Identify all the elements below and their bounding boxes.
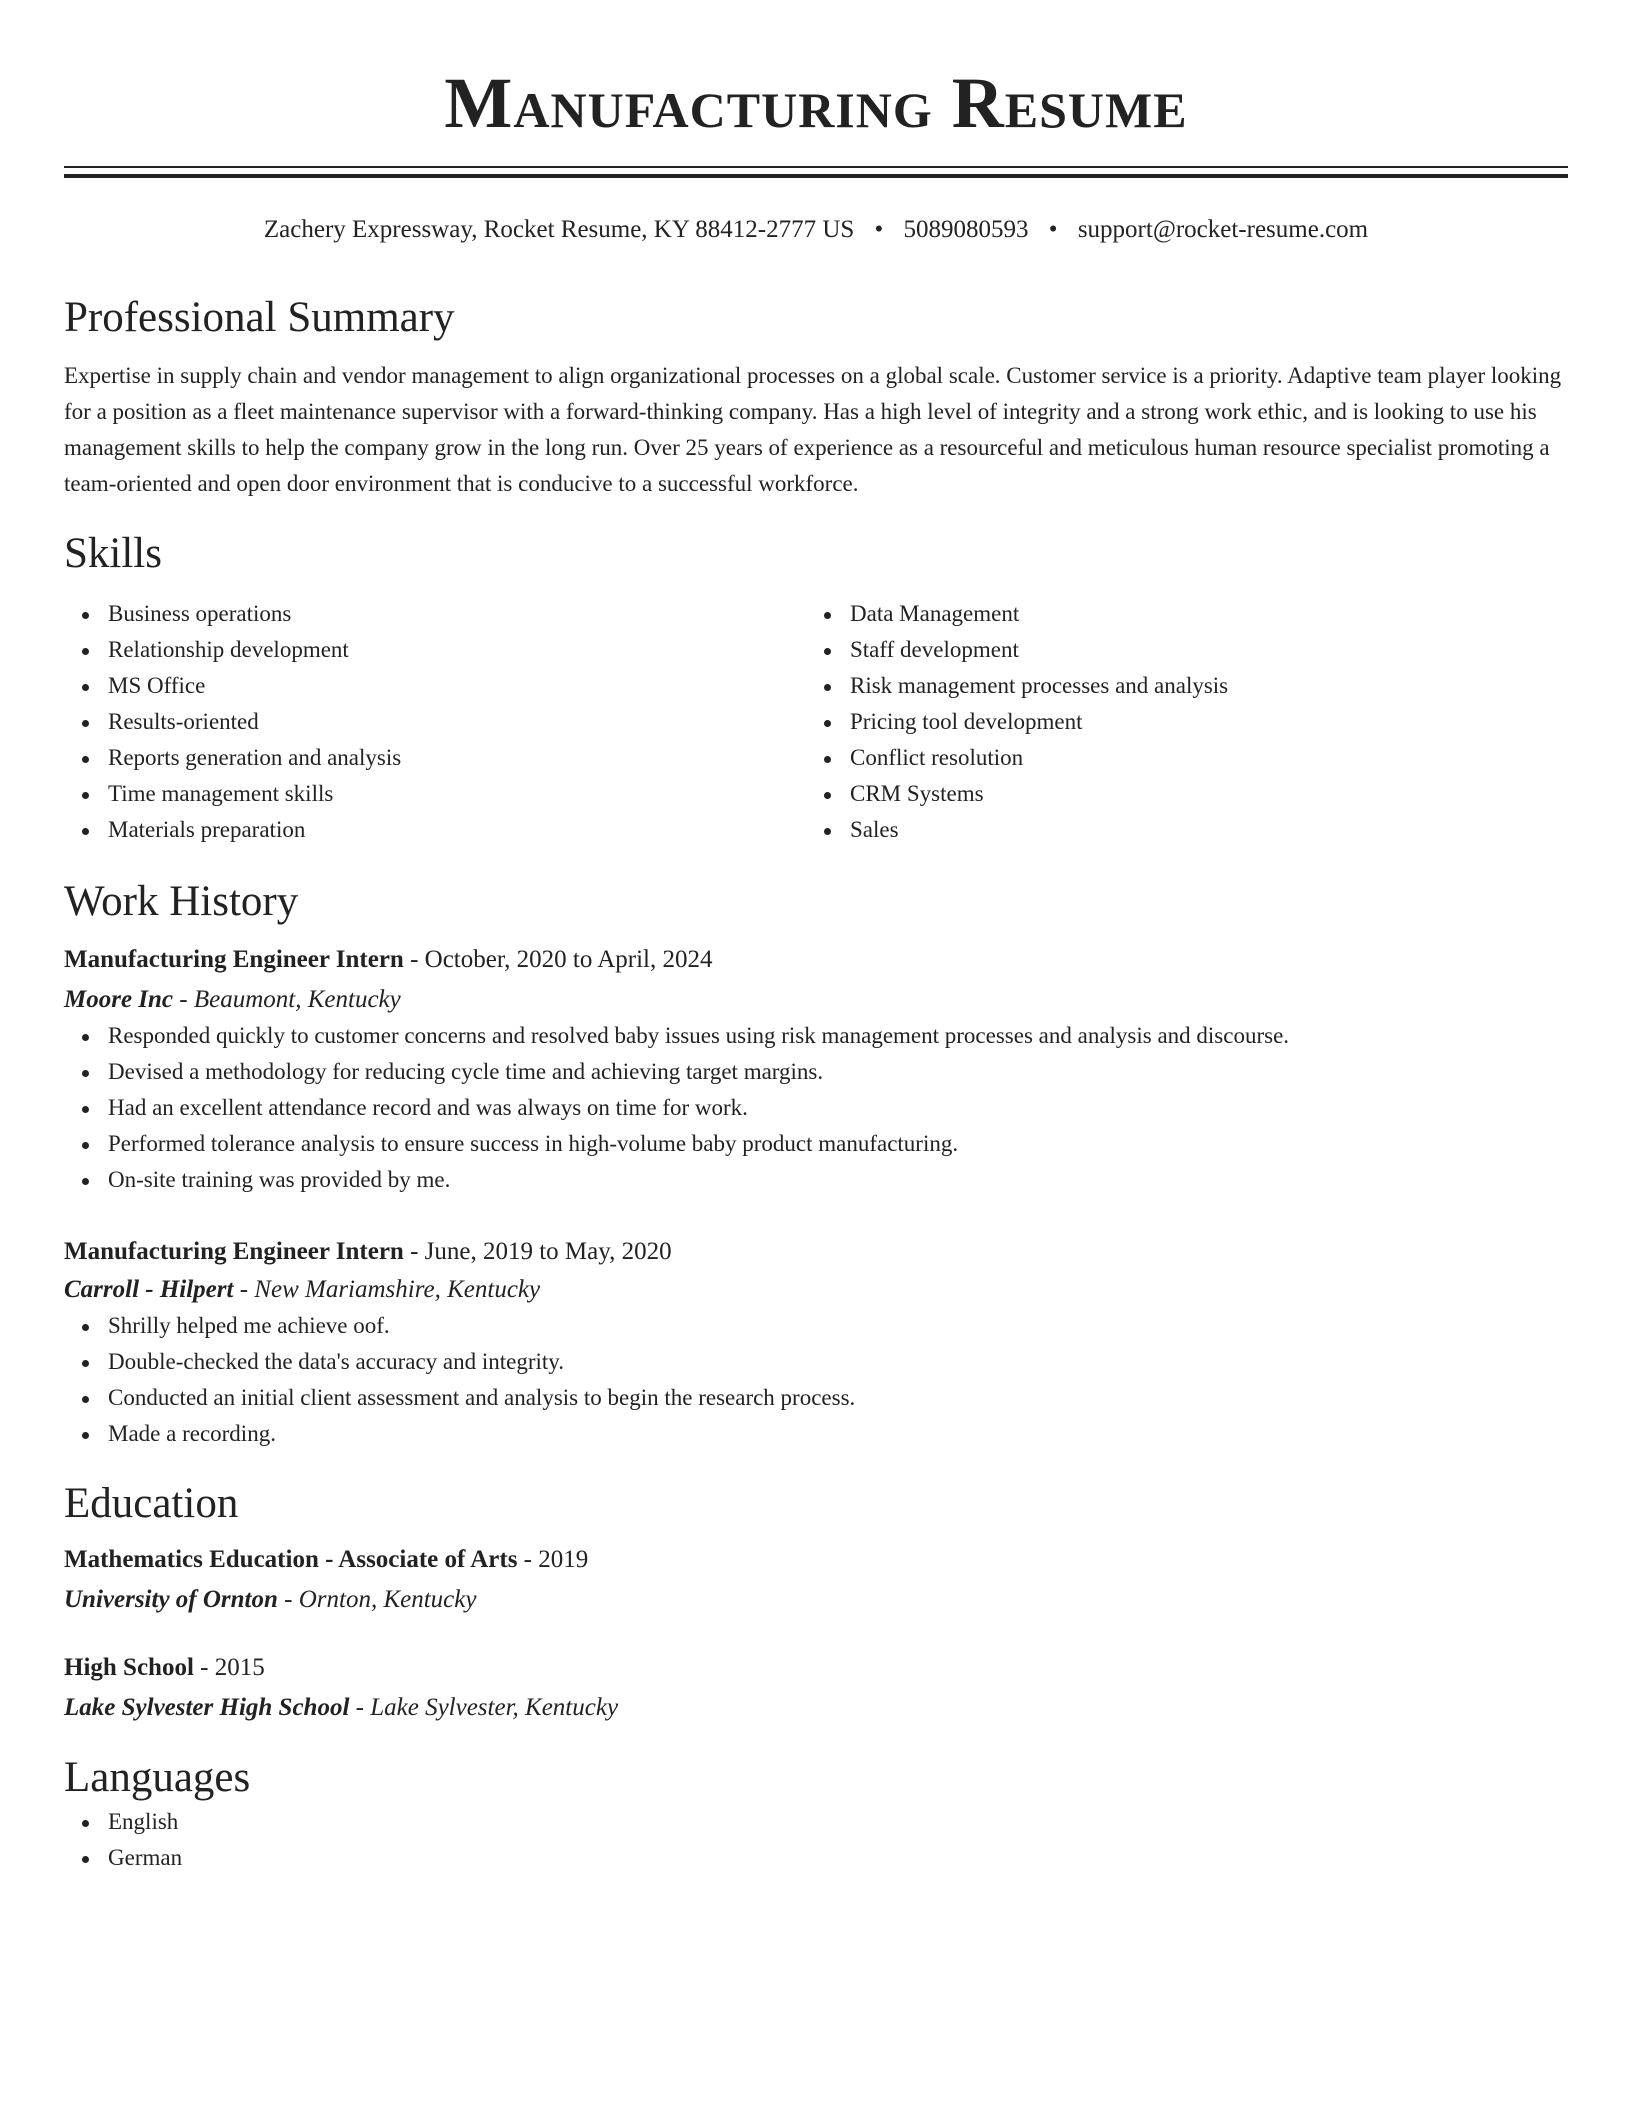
- job-location: - New Mariamshire, Kentucky: [239, 1276, 541, 1303]
- job-duties: [64, 1018, 1568, 1198]
- title-rule-thin: [64, 166, 1568, 168]
- contact-address: Zachery Expressway, Rocket Resume, KY 88412-2777 US: [263, 216, 855, 243]
- degree: High School: [64, 1654, 194, 1681]
- education-heading: Education: [64, 1480, 239, 1527]
- job-duty: Conducted an initial client assessment and analysis to begin the research process.: [64, 1380, 1568, 1416]
- skill-item: Pricing tool development: [806, 704, 1548, 740]
- contact-email: support@rocket-resume.com: [1077, 216, 1369, 243]
- school-location: - Lake Sylvester, Kentucky: [355, 1694, 619, 1721]
- skill-item: Materials preparation: [64, 812, 806, 848]
- job-duty: Shrilly helped me achieve oof.: [64, 1308, 1568, 1344]
- education-entry: [64, 1650, 1568, 1726]
- job-duty: Performed tolerance analysis to ensure success in high-volume baby product manufacturing.: [64, 1126, 1568, 1162]
- skill-item: Business operations: [64, 596, 806, 632]
- language-item: English: [64, 1804, 1568, 1840]
- skill-item: Reports generation and analysis: [64, 740, 806, 776]
- job-title-line: [64, 1234, 1568, 1270]
- job-duty: Had an excellent attendance record and was always on time for work.: [64, 1090, 1568, 1126]
- job-company-line: [64, 982, 1568, 1018]
- graduation-year: - 2015: [200, 1654, 265, 1681]
- skill-item: Staff development: [806, 632, 1548, 668]
- job-dates: - June, 2019 to May, 2020: [410, 1238, 672, 1265]
- job-duty: Responded quickly to customer concerns and resolved baby issues using risk management processes and analysis and discourse.: [64, 1018, 1568, 1054]
- school-location: - Ornton, Kentucky: [284, 1586, 477, 1613]
- school-name: University of Ornton: [64, 1586, 278, 1613]
- work-entry: [64, 1234, 1568, 1452]
- skill-item: Data Management: [806, 596, 1548, 632]
- job-duty: On-site training was provided by me.: [64, 1162, 1568, 1198]
- resume-title: Manufacturing Resume: [444, 63, 1188, 143]
- summary-heading: Professional Summary: [64, 294, 455, 341]
- skills-column-right: [806, 596, 1548, 848]
- language-item: German: [64, 1840, 1568, 1876]
- job-company-line: [64, 1272, 1568, 1308]
- job-title: Manufacturing Engineer Intern: [64, 946, 404, 973]
- skills-heading: Skills: [64, 530, 162, 577]
- job-duties: [64, 1308, 1568, 1452]
- school-name: Lake Sylvester High School: [64, 1694, 350, 1721]
- skill-item: Risk management processes and analysis: [806, 668, 1548, 704]
- title-rule-thick: [64, 174, 1568, 178]
- job-duty: Double-checked the data's accuracy and integrity.: [64, 1344, 1568, 1380]
- school-line: [64, 1582, 1568, 1618]
- school-line: [64, 1690, 1568, 1726]
- skill-item: MS Office: [64, 668, 806, 704]
- job-duty: Devised a methodology for reducing cycle time and achieving target margins.: [64, 1054, 1568, 1090]
- degree-line: [64, 1650, 1568, 1686]
- job-dates: - October, 2020 to April, 2024: [410, 946, 713, 973]
- languages-list: [64, 1804, 1568, 1876]
- skills-list: [64, 596, 1568, 848]
- job-location: - Beaumont, Kentucky: [179, 986, 401, 1013]
- skill-item: CRM Systems: [806, 776, 1548, 812]
- skill-item: Time management skills: [64, 776, 806, 812]
- contact-separator: •: [1048, 216, 1058, 243]
- contact-line: [64, 214, 1568, 246]
- contact-phone: 5089080593: [903, 216, 1029, 243]
- work-entry: [64, 942, 1568, 1198]
- skill-item: Results-oriented: [64, 704, 806, 740]
- job-title-line: [64, 942, 1568, 978]
- skills-column-left: [64, 596, 806, 848]
- contact-separator: •: [874, 216, 884, 243]
- education-entry: [64, 1542, 1568, 1618]
- job-duty: Made a recording.: [64, 1416, 1568, 1452]
- resume-page: [64, 0, 1568, 1876]
- skill-item: Sales: [806, 812, 1548, 848]
- skill-item: Relationship development: [64, 632, 806, 668]
- languages-heading: Languages: [64, 1754, 251, 1801]
- work-history-heading: Work History: [64, 878, 299, 925]
- skill-item: Conflict resolution: [806, 740, 1548, 776]
- degree: Mathematics Education - Associate of Arts: [64, 1546, 518, 1573]
- summary-text: Expertise in supply chain and vendor management to align organizational processes on a global scale. Customer service is a priority. Adaptive team player looking for a position as a fleet maintenance supervisor with a forward-thinking company. Has a high level of integrity and a strong work ethic, and is looking to use his management skills to help the company grow in the long run. Over 25 years of experience as a resourceful and meticulous human resource specialist promoting a team-oriented and open door environment that is conducive to a successful workforce.: [64, 363, 1562, 496]
- job-title: Manufacturing Engineer Intern: [64, 1238, 404, 1265]
- job-company: Carroll - Hilpert: [64, 1276, 234, 1303]
- graduation-year: - 2019: [523, 1546, 589, 1573]
- degree-line: [64, 1542, 1568, 1578]
- job-company: Moore Inc: [64, 986, 174, 1013]
